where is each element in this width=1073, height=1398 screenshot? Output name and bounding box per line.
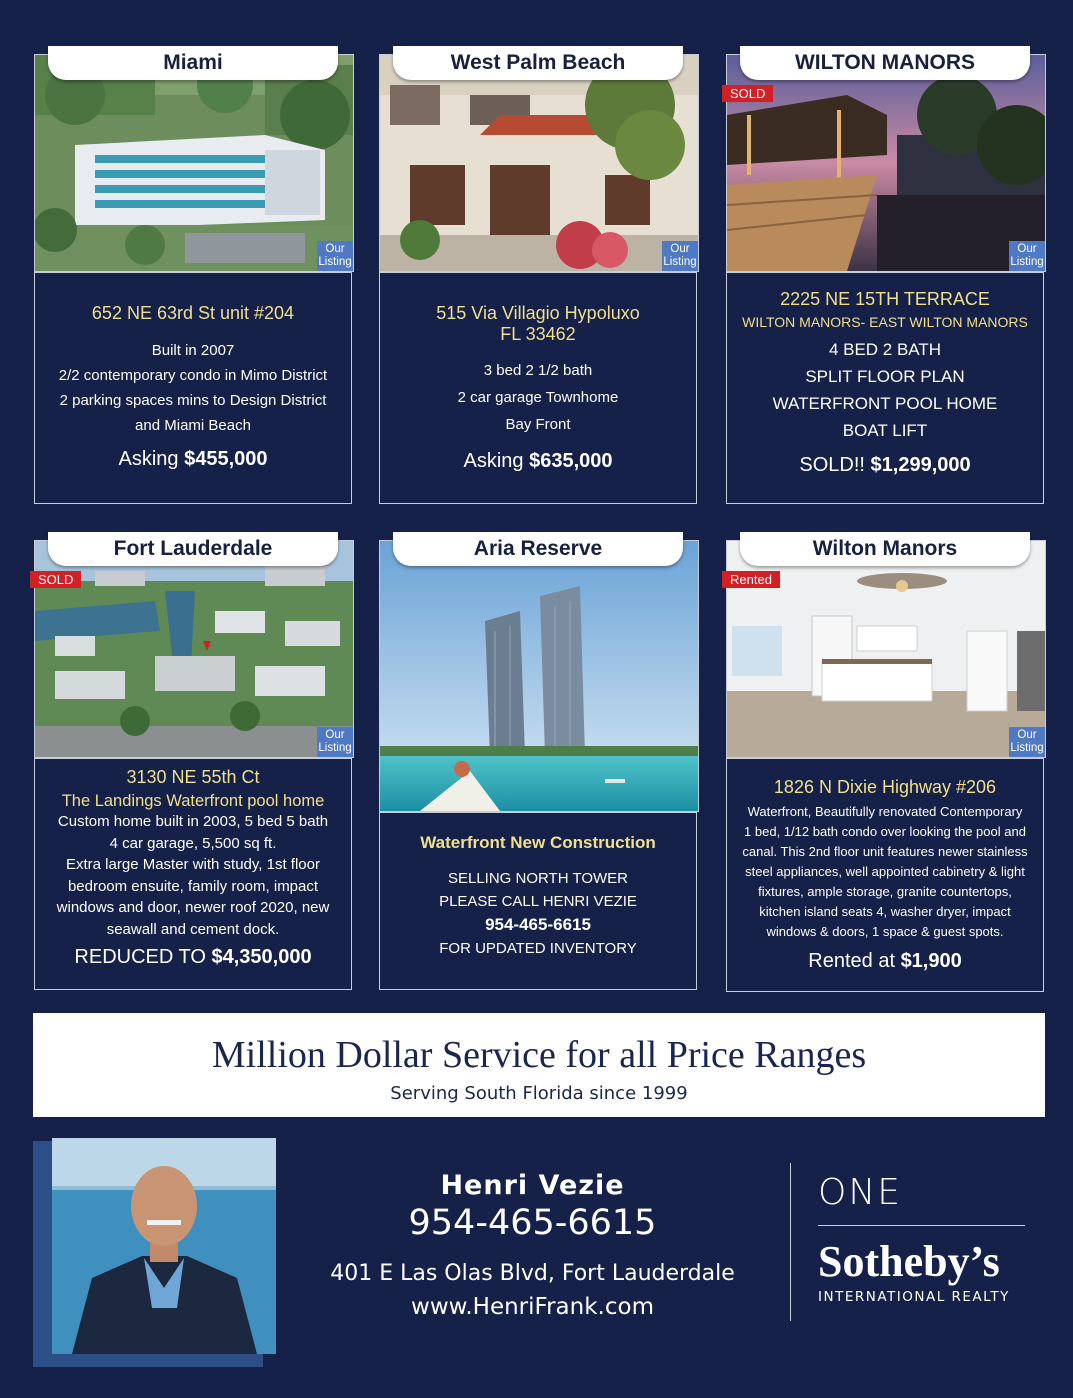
sold-badge: SOLD <box>722 85 773 102</box>
listing-info <box>379 812 697 990</box>
listing-detail: 2 car garage Townhome <box>457 389 619 406</box>
brand-top: ONE <box>818 1172 903 1213</box>
listing-detail: Custom home built in 2003, 5 bed 5 bath <box>57 813 329 830</box>
listing-address: 652 NE 63rd St unit #204 <box>91 303 295 323</box>
listing-card-west-palm-beach[interactable] <box>379 51 699 504</box>
brand-logo[interactable] <box>818 1172 1028 1305</box>
listing-headline: Waterfront New Construction <box>420 833 656 852</box>
listing-detail: Built in 2007 <box>151 342 235 359</box>
listing-detail: Extra large Master with study, 1st floor <box>66 856 320 873</box>
listing-detail: fixtures, ample storage, granite countertops, <box>758 884 1012 899</box>
brand-rule <box>818 1225 1025 1226</box>
listing-price: SOLD!! $1,299,000 <box>799 454 971 476</box>
property-photo <box>34 540 354 758</box>
listing-detail: 4 BED 2 BATH <box>828 340 942 359</box>
listing-detail: SELLING NORTH TOWER <box>447 870 629 887</box>
card-title: Fort Lauderdale <box>48 532 338 566</box>
rented-badge: Rented <box>722 571 780 588</box>
banner-headline: Million Dollar Service for all Price Ranges <box>211 1034 867 1076</box>
card-title: Wilton Manors <box>740 532 1030 566</box>
listing-price: Asking $635,000 <box>463 450 613 472</box>
listing-detail: 4 car garage, 5,500 sq ft. <box>109 834 277 852</box>
listing-address: 3130 NE 55th Ct <box>126 767 260 787</box>
listing-price: Asking $455,000 <box>118 448 268 470</box>
listing-info <box>379 272 697 504</box>
banner-subline: Serving South Florida since 1999 <box>390 1083 688 1104</box>
listing-detail: BOAT LIFT <box>842 421 928 440</box>
listing-detail: Bay Front <box>505 416 571 433</box>
listing-address: 2225 NE 15TH TERRACE <box>780 289 990 309</box>
card-title: Miami <box>48 46 338 80</box>
listing-address: 1826 N Dixie Highway #206 <box>773 777 997 797</box>
contact-phone[interactable]: 954-465-6615 <box>485 915 591 934</box>
agent-name: Henri Vezie <box>440 1170 625 1201</box>
listing-detail: and Miami Beach <box>135 417 251 434</box>
listing-detail: canal. This 2nd floor unit features newer stainless <box>742 844 1028 859</box>
listing-card-wilton-manors-rented[interactable] <box>726 537 1046 992</box>
card-title: West Palm Beach <box>393 46 683 80</box>
listing-subtitle: The Landings Waterfront pool home <box>61 792 325 810</box>
listing-price: REDUCED TO $4,350,000 <box>74 946 312 968</box>
listing-price: Rented at $1,900 <box>808 950 962 972</box>
agent-contact <box>300 1170 765 1320</box>
agent-website[interactable]: www.HenriFrank.com <box>411 1294 654 1320</box>
listing-detail: 1 bed, 1/12 bath condo over looking the pool and <box>744 824 1026 839</box>
listing-detail: WATERFRONT POOL HOME <box>772 394 998 413</box>
listing-detail: bedroom ensuite, family room, impact <box>67 877 319 895</box>
listing-detail: windows and door, newer roof 2020, new <box>56 899 330 916</box>
card-title: WILTON MANORS <box>740 46 1030 80</box>
our-listing-tag: Our Listing <box>1009 241 1045 271</box>
our-listing-tag: Our Listing <box>317 241 353 271</box>
brand-tagline: INTERNATIONAL REALTY <box>818 1289 1010 1305</box>
listing-card-wilton-manors-sold[interactable] <box>726 51 1046 504</box>
listing-detail: FOR UPDATED INVENTORY <box>439 940 637 957</box>
sold-badge: SOLD <box>30 571 81 588</box>
property-photo <box>726 54 1046 272</box>
property-photo <box>379 540 699 812</box>
property-photo <box>34 54 354 272</box>
listing-detail: 2 parking spaces mins to Design District <box>59 392 327 409</box>
listing-detail: 3 bed 2 1/2 bath <box>483 362 593 379</box>
agent-address: 401 E Las Olas Blvd, Fort Lauderdale <box>330 1261 735 1286</box>
service-banner <box>33 1013 1045 1117</box>
brand-name: Sotheby’s <box>818 1237 1000 1286</box>
listing-detail: SPLIT FLOOR PLAN <box>805 367 965 386</box>
listing-card-miami[interactable] <box>34 51 354 504</box>
listing-detail: Waterfront, Beautifully renovated Contemporary <box>747 804 1023 819</box>
agent-phone[interactable]: 954-465-6615 <box>408 1203 657 1243</box>
listing-detail: 2/2 contemporary condo in Mimo District <box>58 367 328 384</box>
listing-address: 515 Via Villagio Hypoluxo FL 33462 <box>436 303 640 344</box>
listing-info <box>34 758 352 990</box>
listing-detail: kitchen island seats 4, washer dryer, impact <box>759 904 1011 919</box>
listing-subtitle: WILTON MANORS- EAST WILTON MANORS <box>742 314 1028 330</box>
listing-detail: PLEASE CALL HENRI VEZIE <box>439 893 637 910</box>
listing-card-fort-lauderdale[interactable] <box>34 537 354 990</box>
listing-detail: steel appliances, well appointed cabinetry & light <box>745 864 1025 879</box>
our-listing-tag: Our Listing <box>1009 727 1045 757</box>
agent-photo <box>52 1138 276 1354</box>
listing-detail: windows & doors, 1 space & guest spots. <box>766 924 1004 939</box>
card-title: Aria Reserve <box>393 532 683 566</box>
listing-info <box>34 272 352 504</box>
listing-card-aria-reserve[interactable] <box>379 537 699 990</box>
our-listing-tag: Our Listing <box>662 241 698 271</box>
listing-info <box>726 272 1044 504</box>
property-photo <box>379 54 699 272</box>
our-listing-tag: Our Listing <box>317 727 353 757</box>
brand-divider <box>790 1163 791 1321</box>
listing-detail: seawall and cement dock. <box>106 920 280 938</box>
listing-info <box>726 758 1044 992</box>
